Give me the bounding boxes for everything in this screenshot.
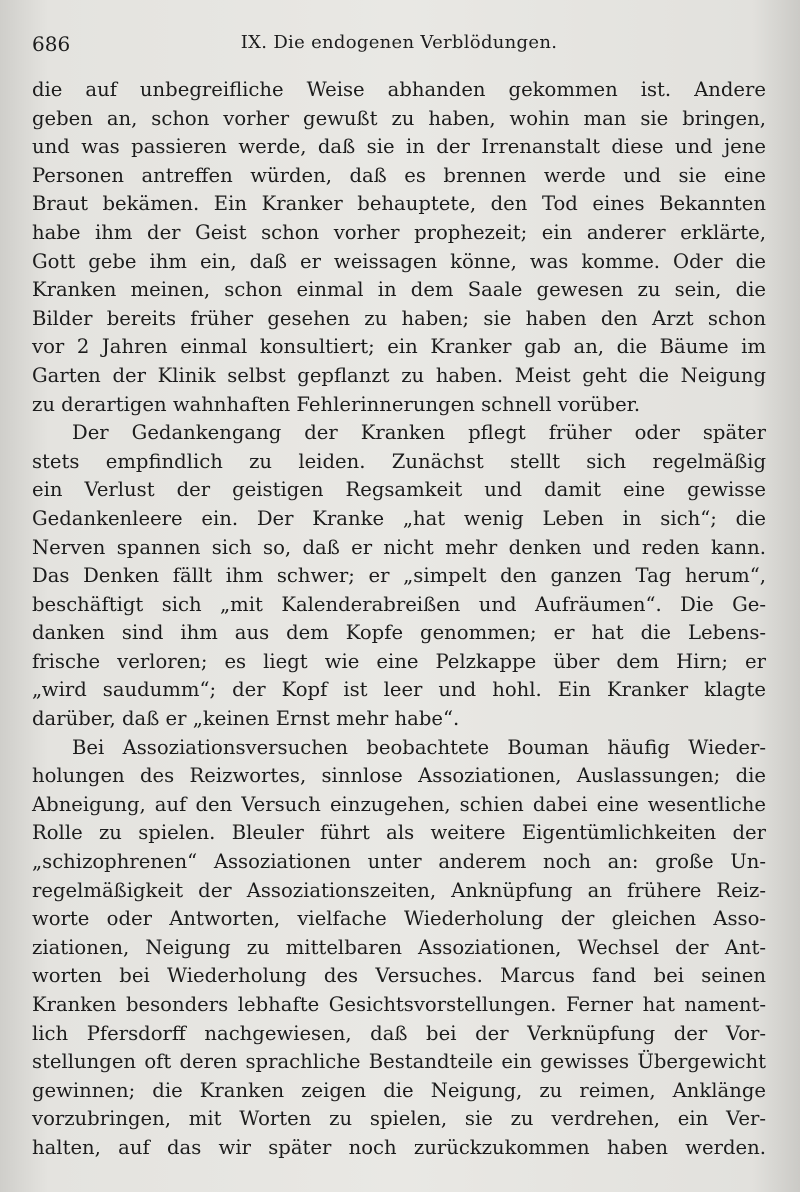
text-line: geben an, schon vorher gewußt zu haben, wohin man sie bringen, (32, 106, 766, 130)
text-line: darüber, daß er „keinen Ernst mehr habe“. (32, 707, 460, 731)
text-line: Personen antreffen würden, daß es brennen werde und sie eine (32, 163, 766, 187)
text-line: stets empfindlich zu leiden. Zunächst stellt sich regelmäßig (32, 449, 766, 473)
running-head: IX. Die endogenen Verblödungen. (240, 32, 558, 53)
text-line: zu derartigen wahnhaften Fehlerinnerungen schnell vorüber. (32, 392, 641, 416)
text-line: und was passieren werde, daß sie in der Irrenanstalt diese und jene (32, 135, 766, 159)
paragraph (32, 76, 766, 419)
text-line: Der Gedankengang der Kranken pflegt früher oder später (72, 421, 766, 445)
text-line: halten, auf das wir später noch zurückzukommen haben werden. (32, 1135, 766, 1159)
text-line: worten bei Wiederholung des Versuches. Marcus fand bei seinen (32, 964, 766, 988)
paragraph (32, 419, 766, 734)
text-line: vor 2 Jahren einmal konsultiert; ein Kranker gab an, die Bäume im (32, 335, 766, 359)
text-line: Gott gebe ihm ein, daß er weissagen könne, was komme. Oder die (32, 249, 766, 273)
text-line: regelmäßigkeit der Assoziationszeiten, Anknüpfung an frühere Reiz- (32, 878, 766, 902)
text-line: holungen des Reizwortes, sinnlose Assoziationen, Auslassungen; die (32, 764, 766, 788)
text-line: „wird saudumm“; der Kopf ist leer und hohl. Ein Kranker klagte (32, 678, 766, 702)
text-line: Garten der Klinik selbst gepflanzt zu haben. Meist geht die Neigung (32, 363, 766, 387)
text-line: Braut bekämen. Ein Kranker behauptete, den Tod eines Bekannten (32, 192, 766, 216)
text-line: Kranken besonders lebhafte Gesichtsvorstellungen. Ferner hat nament- (32, 993, 766, 1016)
page-number: 686 (32, 32, 71, 56)
text-line: vorzubringen, mit Worten zu spielen, sie zu verdrehen, ein Ver- (32, 1107, 766, 1131)
text-line: lich Pfersdorff nachgewiesen, daß bei der Verknüpfung der Vor- (32, 1021, 766, 1045)
page-header (32, 30, 766, 60)
text-line: stellungen oft deren sprachliche Bestandteile ein gewisses Übergewicht (32, 1050, 766, 1074)
text-line: danken sind ihm aus dem Kopfe genommen; er hat die Lebens- (32, 621, 766, 645)
text-line: ein Verlust der geistigen Regsamkeit und damit eine gewisse (32, 478, 766, 502)
text-line: beschäftigt sich „mit Kalenderabreißen und Aufräumen“. Die Ge- (32, 592, 766, 616)
text-line: ziationen, Neigung zu mittelbaren Assoziationen, Wechsel der Ant- (32, 935, 766, 959)
text-line: die auf unbegreifliche Weise abhanden gekommen ist. Andere (32, 78, 766, 101)
body-text (32, 76, 766, 1163)
text-line: Bei Assoziationsversuchen beobachtete Bouman häufig Wieder- (72, 735, 766, 759)
text-line: gewinnen; die Kranken zeigen die Neigung, zu reimen, Anklänge (32, 1078, 766, 1102)
text-line: habe ihm der Geist schon vorher prophezeit; ein anderer erklärte, (32, 220, 766, 244)
text-line: Rolle zu spielen. Bleuler führt als weitere Eigentümlichkeiten der (32, 821, 766, 845)
text-line: Gedankenleere ein. Der Kranke „hat wenig Leben in sich“; die (32, 506, 766, 530)
text-line: Abneigung, auf den Versuch einzugehen, schien dabei eine wesentliche (32, 792, 766, 816)
text-line: worte oder Antworten, vielfache Wiederholung der gleichen Asso- (32, 907, 766, 931)
text-line: Das Denken fällt ihm schwer; er „simpelt den ganzen Tag herum“, (32, 564, 766, 588)
text-line: „schizophrenen“ Assoziationen unter anderem noch an: große Un- (32, 850, 766, 874)
text-line: Bilder bereits früher gesehen zu haben; sie haben den Arzt schon (32, 306, 766, 330)
text-line: Kranken meinen, schon einmal in dem Saale gewesen zu sein, die (32, 278, 766, 302)
text-line: Nerven spannen sich so, daß er nicht mehr denken und reden kann. (32, 535, 766, 559)
text-line: frische verloren; es liegt wie eine Pelzkappe über dem Hirn; er (32, 649, 766, 673)
paragraph (32, 734, 766, 1163)
